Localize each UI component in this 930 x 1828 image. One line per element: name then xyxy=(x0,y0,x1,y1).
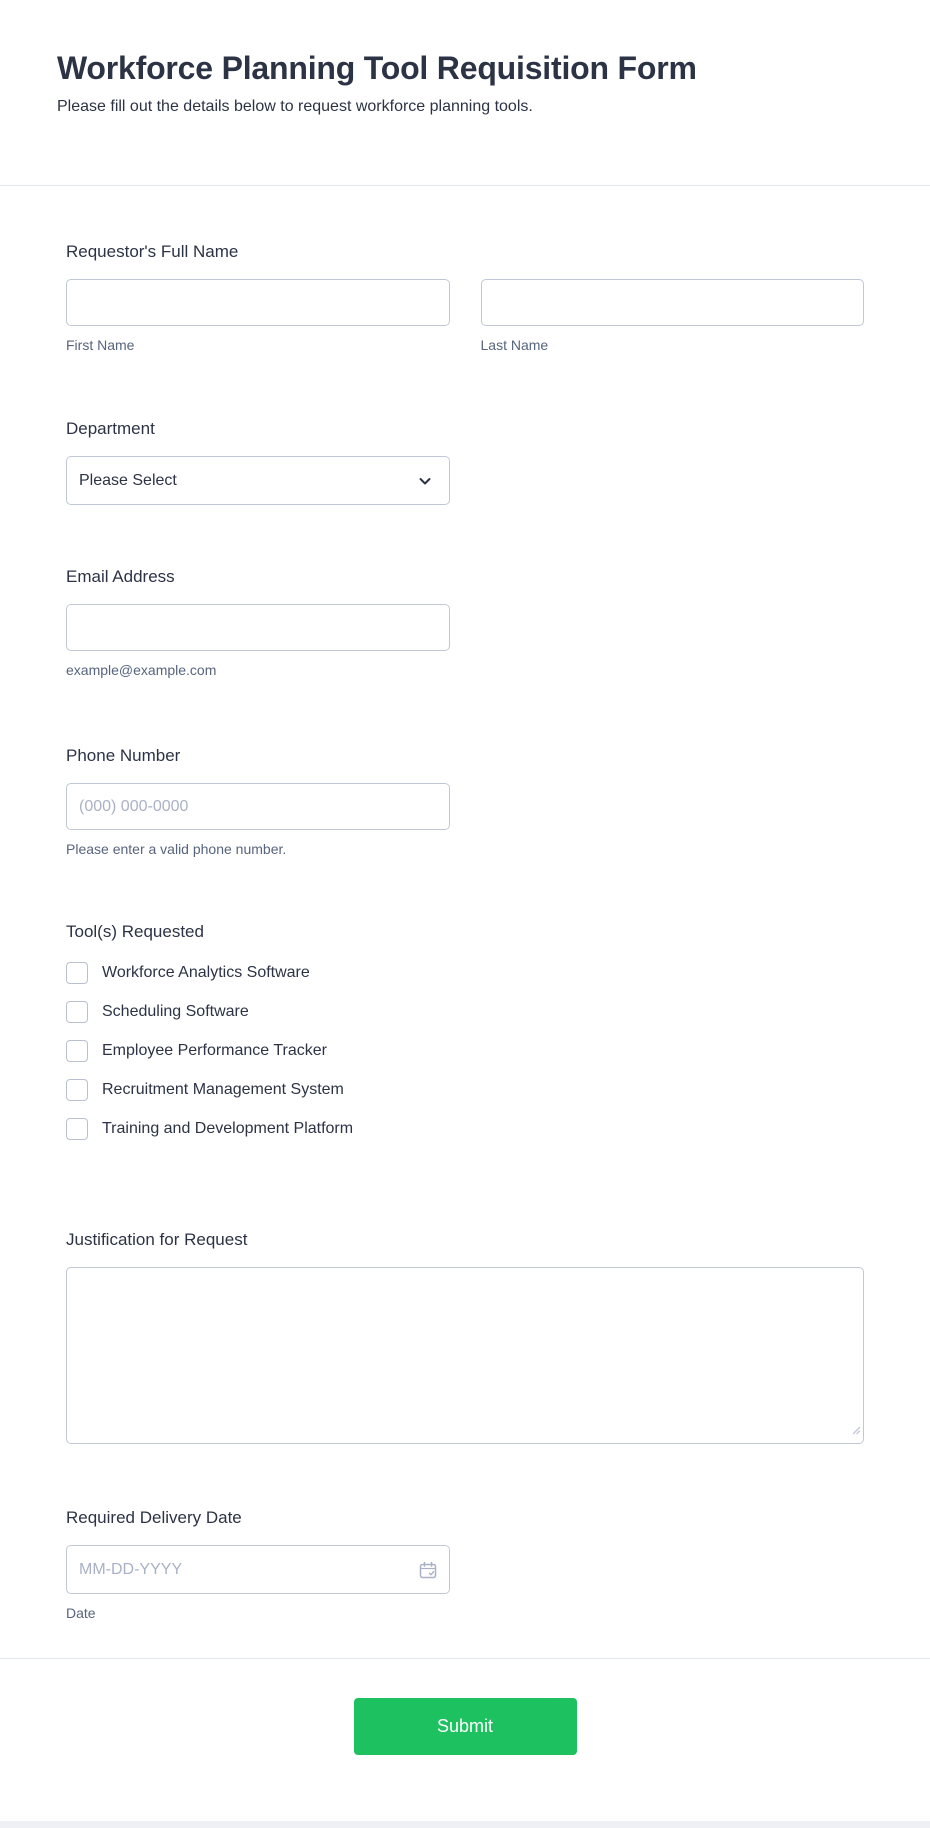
tools-checkbox-list xyxy=(66,961,864,1141)
email-sublabel: example@example.com xyxy=(66,662,217,678)
form-header xyxy=(0,0,930,186)
field-department xyxy=(66,418,864,505)
field-full-name xyxy=(66,241,864,354)
phone-input[interactable] xyxy=(66,783,450,830)
last-name-sublabel: Last Name xyxy=(480,337,549,353)
page-title: Workforce Planning Tool Requisition Form xyxy=(57,50,697,86)
checkbox-row-workforce-analytics[interactable] xyxy=(66,961,864,985)
checkbox-recruitment[interactable] xyxy=(66,1079,88,1101)
full-name-label: Requestor's Full Name xyxy=(66,242,239,261)
field-delivery-date xyxy=(66,1507,864,1622)
name-row xyxy=(66,279,864,354)
tools-label: Tool(s) Requested xyxy=(66,922,204,941)
date-input-wrap xyxy=(66,1545,450,1594)
last-name-col xyxy=(481,279,865,354)
justification-textarea[interactable] xyxy=(66,1267,864,1444)
submit-button[interactable]: Submit xyxy=(354,1698,577,1755)
department-select[interactable] xyxy=(66,456,450,505)
email-label: Email Address xyxy=(66,567,175,586)
checkbox-label: Employee Performance Tracker xyxy=(102,1042,327,1059)
calendar-icon[interactable] xyxy=(418,1560,438,1580)
email-input[interactable] xyxy=(66,604,450,651)
field-phone xyxy=(66,745,864,858)
justification-label: Justification for Request xyxy=(66,1230,248,1249)
date-input[interactable] xyxy=(66,1545,450,1594)
last-name-input[interactable] xyxy=(481,279,865,326)
checkbox-training-platform[interactable] xyxy=(66,1118,88,1140)
justification-textarea-wrap xyxy=(66,1267,864,1444)
checkbox-label: Training and Development Platform xyxy=(102,1120,354,1137)
form-body xyxy=(0,186,930,1622)
phone-label: Phone Number xyxy=(66,746,181,765)
checkbox-scheduling[interactable] xyxy=(66,1001,88,1023)
department-selected-value: Please Select xyxy=(79,471,177,489)
delivery-date-label: Required Delivery Date xyxy=(66,1508,242,1527)
department-label: Department xyxy=(66,419,155,438)
first-name-input[interactable] xyxy=(66,279,450,326)
checkbox-label: Recruitment Management System xyxy=(102,1081,344,1098)
checkbox-row-training-platform[interactable] xyxy=(66,1117,864,1141)
checkbox-label: Scheduling Software xyxy=(102,1003,249,1020)
checkbox-row-recruitment[interactable] xyxy=(66,1078,864,1102)
date-sublabel: Date xyxy=(66,1605,96,1621)
checkbox-performance-tracker[interactable] xyxy=(66,1040,88,1062)
chevron-down-icon xyxy=(417,473,433,489)
first-name-col xyxy=(66,279,450,354)
checkbox-label: Workforce Analytics Software xyxy=(102,964,310,981)
field-email xyxy=(66,566,864,679)
page-subtitle: Please fill out the details below to request workforce planning tools. xyxy=(57,98,533,115)
checkbox-row-scheduling[interactable] xyxy=(66,1000,864,1024)
field-tools xyxy=(66,921,864,1141)
field-justification xyxy=(66,1229,864,1444)
form-footer xyxy=(0,1658,930,1798)
phone-sublabel: Please enter a valid phone number. xyxy=(66,841,287,857)
checkbox-row-performance-tracker[interactable] xyxy=(66,1039,864,1063)
first-name-sublabel: First Name xyxy=(66,337,135,353)
checkbox-workforce-analytics[interactable] xyxy=(66,962,88,984)
